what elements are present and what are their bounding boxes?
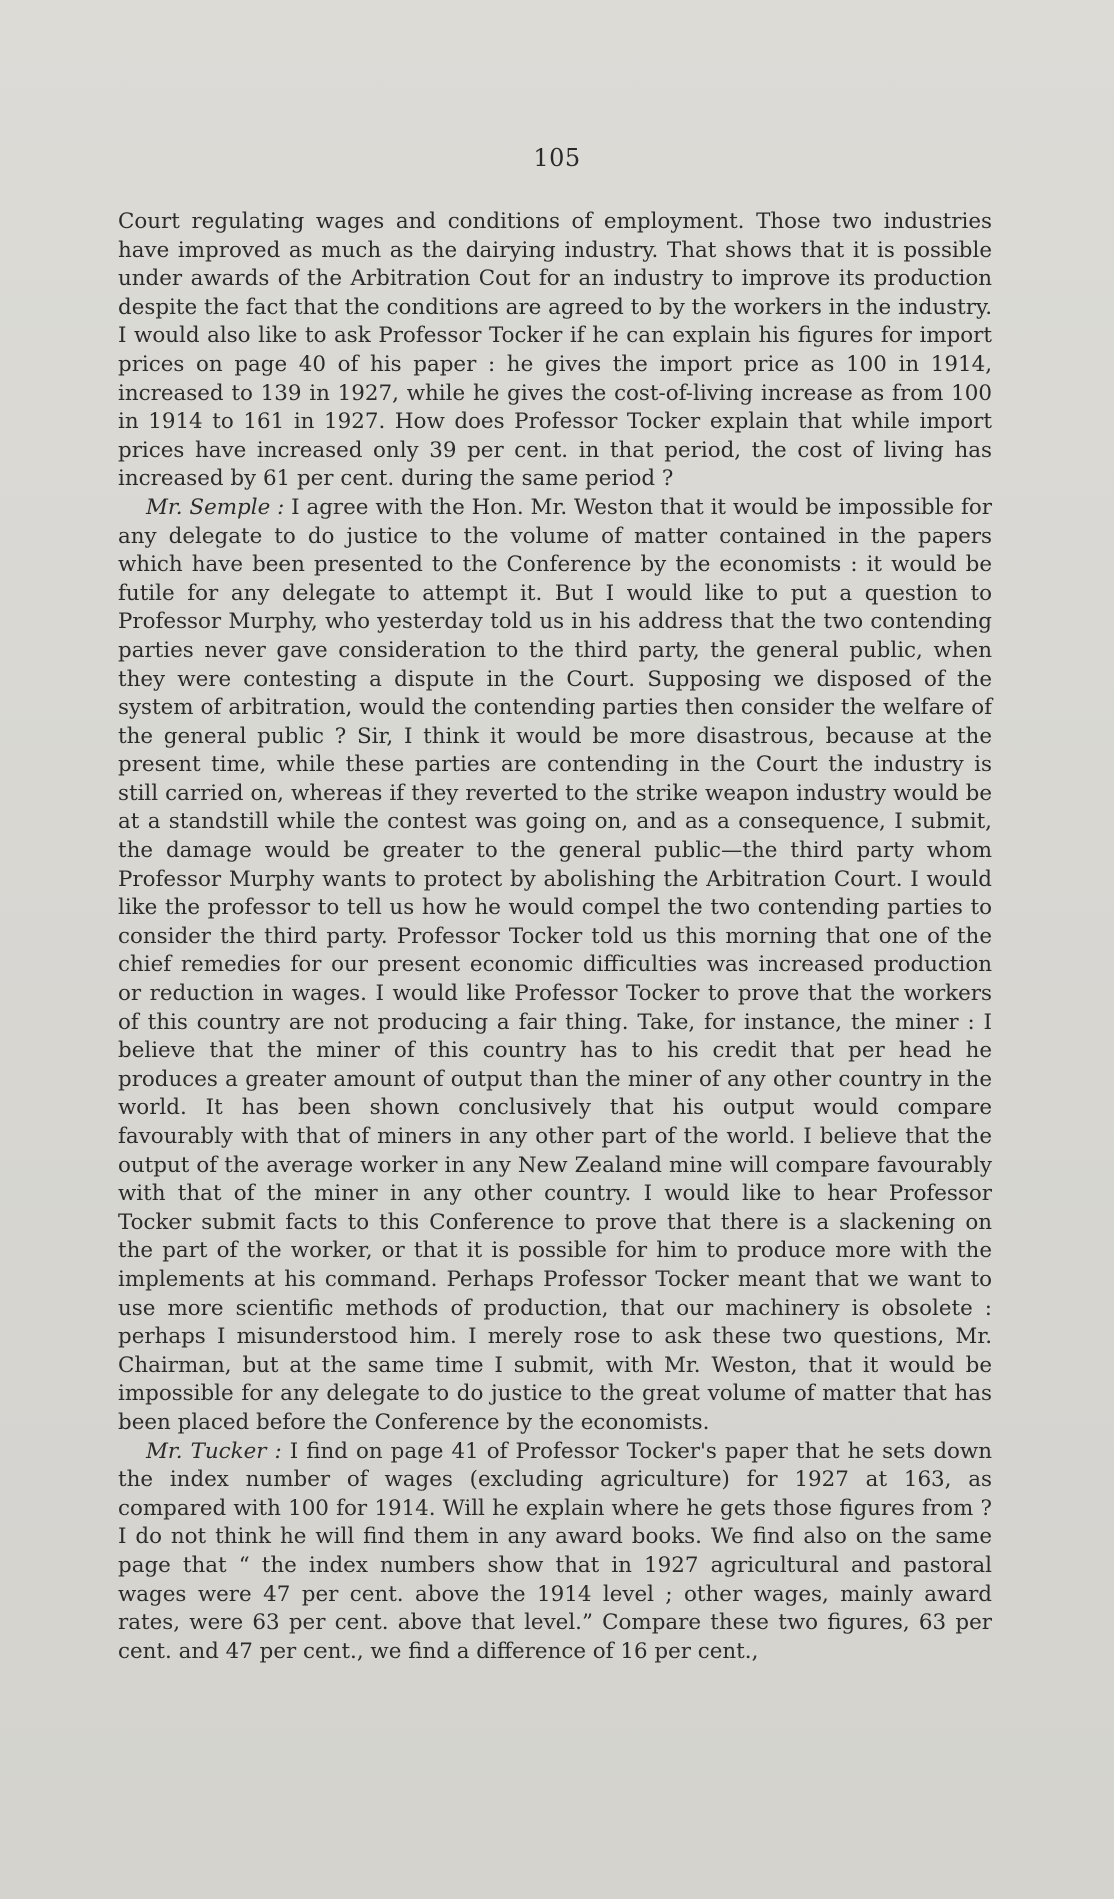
paragraph-1-text: Court regulating wages and conditions of employment. Those two industries have improved as much as the dairying industry. That shows that it is possible under awards of the Arbitration Cout for an industry to improve its production despite the fact that the conditions are agreed to by the workers in the industry. I would also like to ask Professor Tocker if he can explain his figures for import prices on page 40 of his paper : he gives the import price as 100 in 1914, increased to 139 in 1927, while he gives the cost-of-living increase as from 100 in 1914 to 161 in 1927. How does Professor Tocker explain that while import prices have increased only 39 per cent. in that period, the cost of living has increased by 61 per cent. during the same period ? [118,209,992,492]
paragraph-2 [118,494,992,1438]
speaker-tucker: Mr. Tucker : [146,1438,282,1464]
paragraph-3 [118,1438,992,1667]
paragraph-1 [118,208,992,494]
paragraph-3-text: I find on page 41 of Professor Tocker's paper that he sets down the index number of wages (excluding agriculture) for 1927 at 163, as compared with 100 for 1914. Will he explain where he gets those figures from ? I do not think he will find them in any award books. We find also on the same page that “ the index numbers show that in 1927 agricultural and pastoral wages were 47 per cent. above the 1914 level ; other wages, mainly award rates, were 63 per cent. above that level.” Compare these two figures, 63 per cent. and 47 per cent., we find a difference of 16 per cent., [118,1438,992,1664]
speaker-semple: Mr. Semple : [146,494,285,520]
page-number: 105 [533,144,581,172]
body-text [118,208,992,1666]
paragraph-2-text: I agree with the Hon. Mr. Weston that it would be impossible for any delegate to do justice to the volume of matter contained in the papers which have been presented to the Conference by the economists : it would be futile for any delegate to attempt it. But I would like to put a question to Professor Murphy, who yesterday told us in his address that the two contending parties never gave consideration to the third party, the general public, when they were contesting a dispute in the Court. Supposing we disposed of the system of arbitration, would the contending parties then consider the welfare of the general public ? Sir, I think it would be more disastrous, because at the present time, while these parties are contending in the Court the industry is still carried on, whereas if they reverted to the strike weapon industry would be at a standstill while the contest was going on, and as a consequence, I submit, the damage would be greater to the general public—the third party whom Professor Murphy wants to protect by abolishing the Arbitration Court. I would like the professor to tell us how he would compel the two contending parties to consider the third party. Professor Tocker told us this morning that one of the chief remedies for our present economic difficulties was increased production or reduction in wages. I would like Professor Tocker to prove that the workers of this country are not producing a fair thing. Take, for instance, the miner : I believe that the miner of this country has to his credit that per head he produces a greater amount of output than the miner of any other country in the world. It has been shown conclusively that his output would compare favourably with that of miners in any other part of the world. I believe that the output of the average worker in any New Zealand mine will compare favourably with that of the miner in any other country. I would like to hear Professor Tocker submit facts to this Conference to prove that there is a slackening on the part of the worker, or that it is possible for him to produce more with the implements at his command. Perhaps Professor Tocker meant that we want to use more scientific methods of production, that our machinery is obsolete : perhaps I misunderstood him. I merely rose to ask these two questions, Mr. Chairman, but at the same time I submit, with Mr. Weston, that it would be impossible for any delegate to do justice to the great volume of matter that has been placed before the Conference by the economists. [118,494,992,1435]
